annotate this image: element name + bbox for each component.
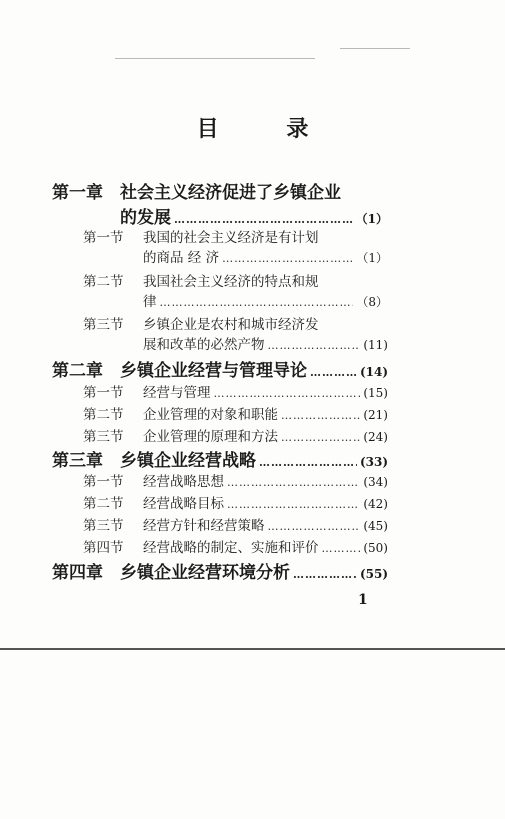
folio-page-number: 1 [358,592,368,608]
page-number: (50) [363,541,388,555]
page-edge-line [0,648,505,650]
section-label: 第四节 [83,540,124,556]
chapter-label: 第一章 [52,183,103,203]
section-title: 我国社会主义经济的特点和规 [143,274,319,290]
toc-section [83,536,388,556]
scan-noise [115,58,315,59]
toc-section [83,270,388,290]
leader-dots [281,431,360,444]
leader-dots [227,476,360,489]
section-title: 企业管理的原理和方法 [143,429,278,445]
section-title: 经营战略的制定、实施和评价 [143,540,319,556]
section-label: 第一节 [83,385,124,401]
page-number: （1） [355,212,388,226]
section-label: 第一节 [83,474,124,490]
leader-dots [259,456,357,469]
toc-chapter-3 [52,446,388,471]
page-number: (45) [363,519,388,533]
page-number: (34) [363,475,388,489]
leader-dots [160,296,354,309]
section-title: 乡镇企业是农村和城市经济发 [143,317,319,333]
scan-noise [340,48,410,49]
toc-section [83,381,388,401]
toc-section-cont [143,246,388,266]
page-number: (15) [363,386,388,400]
chapter-title-cont: 的发展 [120,208,171,228]
leader-dots [293,568,357,581]
page-title: 目 录 [196,117,339,142]
section-title: 经营与管理 [143,385,211,401]
section-title: 经营方针和经营策略 [143,518,265,534]
leader-dots [174,213,353,226]
page-number: （1） [356,251,388,265]
section-label: 第三节 [83,429,124,445]
toc-section [83,313,388,333]
chapter-title: 社会主义经济促进了乡镇企业 [120,183,341,203]
section-label: 第三节 [83,518,124,534]
page-number: (42) [363,497,388,511]
chapter-title: 乡镇企业经营与管理导论 [120,361,307,381]
leader-dots [310,366,357,379]
section-title: 我国的社会主义经济是有计划 [143,230,319,246]
leader-dots [222,252,353,265]
section-label: 第二节 [83,274,124,290]
toc-section [83,492,388,512]
leader-dots [227,498,360,511]
toc-section [83,514,388,534]
section-label: 第一节 [83,230,124,246]
toc-chapter-4 [52,558,388,583]
page-number: (24) [363,430,388,444]
section-label: 第二节 [83,496,124,512]
chapter-label: 第四章 [52,563,103,583]
toc-chapter-1-cont [120,203,388,228]
toc-chapter-2 [52,356,388,381]
leader-dots [322,542,361,555]
page-number: (33) [359,455,388,469]
section-title-cont: 的商品 经 济 [143,250,220,266]
chapter-label: 第三章 [52,451,103,471]
section-title: 经营战略目标 [143,496,224,512]
chapter-label: 第二章 [52,361,103,381]
toc-section [83,425,388,445]
toc-chapter-1 [52,178,372,203]
toc-section-cont [143,333,388,353]
section-title: 企业管理的对象和职能 [143,407,278,423]
toc-section [83,403,388,423]
page-number: (55) [359,567,388,581]
chapter-title: 乡镇企业经营战略 [120,451,256,471]
section-title-cont: 律 [143,294,157,310]
chapter-title: 乡镇企业经营环境分析 [120,563,290,583]
leader-dots [268,339,361,352]
page-number: （8） [356,295,388,309]
page-number: (14) [359,365,388,379]
section-title: 经营战略思想 [143,474,224,490]
section-label: 第三节 [83,317,124,333]
toc-section [83,470,388,490]
section-label: 第二节 [83,407,124,423]
toc-section-cont [143,290,388,310]
page-number: (11) [363,338,388,352]
leader-dots [268,520,361,533]
leader-dots [281,409,360,422]
section-title-cont: 展和改革的必然产物 [143,337,265,353]
toc-section [83,226,388,246]
leader-dots [214,387,361,400]
page-number: (21) [363,408,388,422]
